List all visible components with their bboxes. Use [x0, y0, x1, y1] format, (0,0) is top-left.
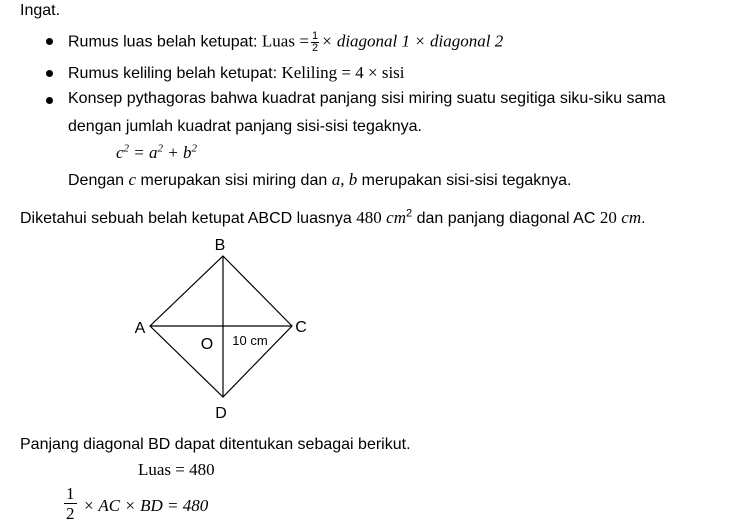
- problem-post: .: [641, 210, 646, 227]
- area-value: 480: [356, 208, 382, 227]
- center-o-label: O: [200, 336, 214, 353]
- equals-sign: =: [299, 31, 309, 51]
- formula-exp-c: 2: [123, 142, 130, 155]
- ac-value: 20: [599, 208, 617, 227]
- area-exp: 2: [406, 207, 413, 220]
- problem-pre: Diketahui sebuah belah ketupat ABCD luasnya: [20, 210, 357, 227]
- solution-intro: Panjang diagonal BD dapat ditentukan sebagai berikut.: [20, 436, 411, 453]
- bullet-3-line1: Konsep pythagoras bahwa kuadrat panjang sisi miring suatu segitiga siku-siku sama: [68, 90, 666, 107]
- note-post: merupakan sisi-sisi tegaknya.: [357, 172, 572, 189]
- problem-mid: dan panjang diagonal AC: [412, 210, 600, 227]
- bullet-3-line2: dengan jumlah kuadrat panjang sisi-sisi tegaknya.: [68, 118, 422, 135]
- formula-b: + b: [163, 143, 192, 162]
- bullet-1-text: Rumus luas belah ketupat:: [68, 33, 262, 51]
- formula-exp-b: 2: [191, 142, 198, 155]
- ac-unit: cm: [621, 208, 642, 227]
- heading: Ingat.: [20, 2, 61, 19]
- area-unit: cm: [386, 208, 406, 227]
- bullet-2-text: Rumus keliling belah ketupat:: [68, 65, 282, 82]
- note-mid: merupakan sisi miring dan: [136, 172, 332, 189]
- vertex-b-label: B: [214, 237, 226, 254]
- note-ab: a, b: [331, 170, 358, 189]
- solution-fraction-numerator: 1: [66, 484, 75, 503]
- fraction-denominator: 2: [311, 42, 319, 54]
- vertex-a-label: A: [134, 320, 146, 337]
- oc-length-label: 10 cm: [232, 333, 268, 348]
- vertex-d-label: D: [215, 405, 227, 422]
- note-pre: Dengan: [68, 172, 129, 189]
- solution-half-fraction: [64, 484, 77, 523]
- solution-line2: × AC × BD = 480: [83, 496, 209, 515]
- solution-line1: Luas = 480: [138, 460, 215, 479]
- formula-c: c: [116, 143, 124, 162]
- luas-label: Luas: [261, 31, 295, 51]
- vertex-c-label: C: [295, 319, 307, 336]
- solution-fraction-denominator: 2: [66, 504, 75, 523]
- keliling-formula: Keliling = 4 × sisi: [281, 63, 405, 82]
- formula-a: = a: [129, 143, 158, 162]
- fraction-numerator: 1: [311, 30, 319, 42]
- note-c: c: [128, 170, 137, 189]
- formula-exp-a: 2: [157, 142, 164, 155]
- luas-formula-rest: × diagonal 1 × diagonal 2: [321, 31, 504, 51]
